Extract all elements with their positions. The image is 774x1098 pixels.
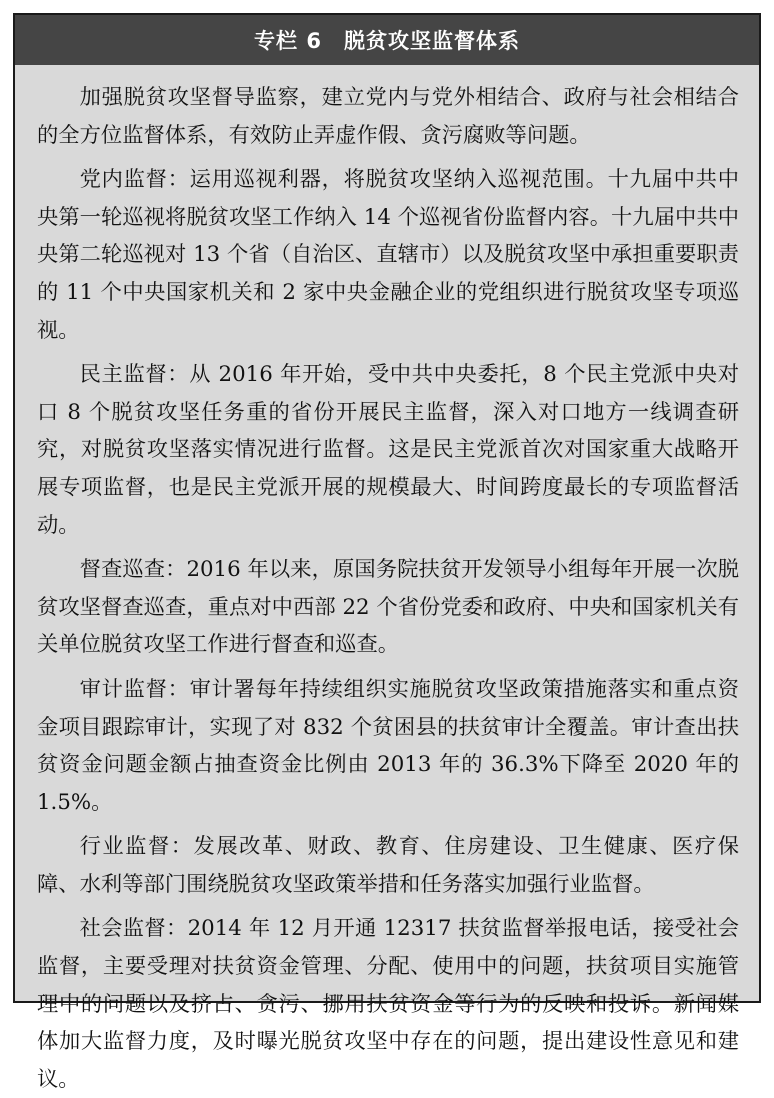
column-body bbox=[15, 65, 759, 1098]
party-supervision-paragraph: 党内监督：运用巡视利器，将脱贫攻坚纳入巡视范围。十九届中共中央第一轮巡视将脱贫攻坚工作纳入 14 个巡视省份监督内容。十九届中共中央第二轮巡视对 13 个省（自治区、直辖市）以及脱贫攻坚中承担重要职责的 11 个中央国家机关和 2 家中央金融企业的党组织进行脱贫攻坚专项巡视。 bbox=[37, 167, 739, 343]
democratic-supervision-paragraph: 民主监督：从 2016 年开始，受中共中央委托，8 个民主党派中央对口 8 个脱贫攻坚任务重的省份开展民主监督，深入对口地方一线调查研究，对脱贫攻坚落实情况进行监督。这是民主党派首次对国家重大战略开展专项监督，也是民主党派开展的规模最大、时间跨度最长的专项监督活动。 bbox=[37, 362, 739, 538]
intro-paragraph: 加强脱贫攻坚督导监察，建立党内与党外相结合、政府与社会相结合的全方位监督体系，有效防止弄虚作假、贪污腐败等问题。 bbox=[37, 85, 739, 148]
column-box bbox=[13, 13, 761, 1092]
industry-supervision-paragraph: 行业监督：发展改革、财政、教育、住房建设、卫生健康、医疗保障、水利等部门围绕脱贫攻坚政策举措和任务落实加强行业监督。 bbox=[37, 834, 739, 897]
social-supervision-paragraph: 社会监督：2014 年 12 月开通 12317 扶贫监督举报电话，接受社会监督，主要受理对扶贫资金管理、分配、使用中的问题，扶贫项目实施管理中的问题以及挤占、贪污、挪用扶贫资金等行为的反映和投诉。新闻媒体加大监督力度，及时曝光脱贫攻坚中存在的问题，提出建设性意见和建议。 bbox=[37, 916, 739, 1092]
column-label: 专栏 6 bbox=[254, 29, 322, 53]
audit-supervision-paragraph: 审计监督：审计署每年持续组织实施脱贫攻坚政策措施落实和重点资金项目跟踪审计，实现了对 832 个贫困县的扶贫审计全覆盖。审计查出扶贫资金问题金额占抽查资金比例由 2013 年的 36.3%下降至 2020 年的 1.5%。 bbox=[37, 676, 739, 815]
column-header bbox=[15, 15, 759, 65]
column-title: 脱贫攻坚监督体系 bbox=[343, 29, 520, 53]
inspection-paragraph: 督查巡查：2016 年以来，原国务院扶贫开发领导小组每年开展一次脱贫攻坚督查巡查，重点对中西部 22 个省份党委和政府、中央和国家机关有关单位脱贫攻坚工作进行督查和巡查。 bbox=[37, 557, 739, 658]
